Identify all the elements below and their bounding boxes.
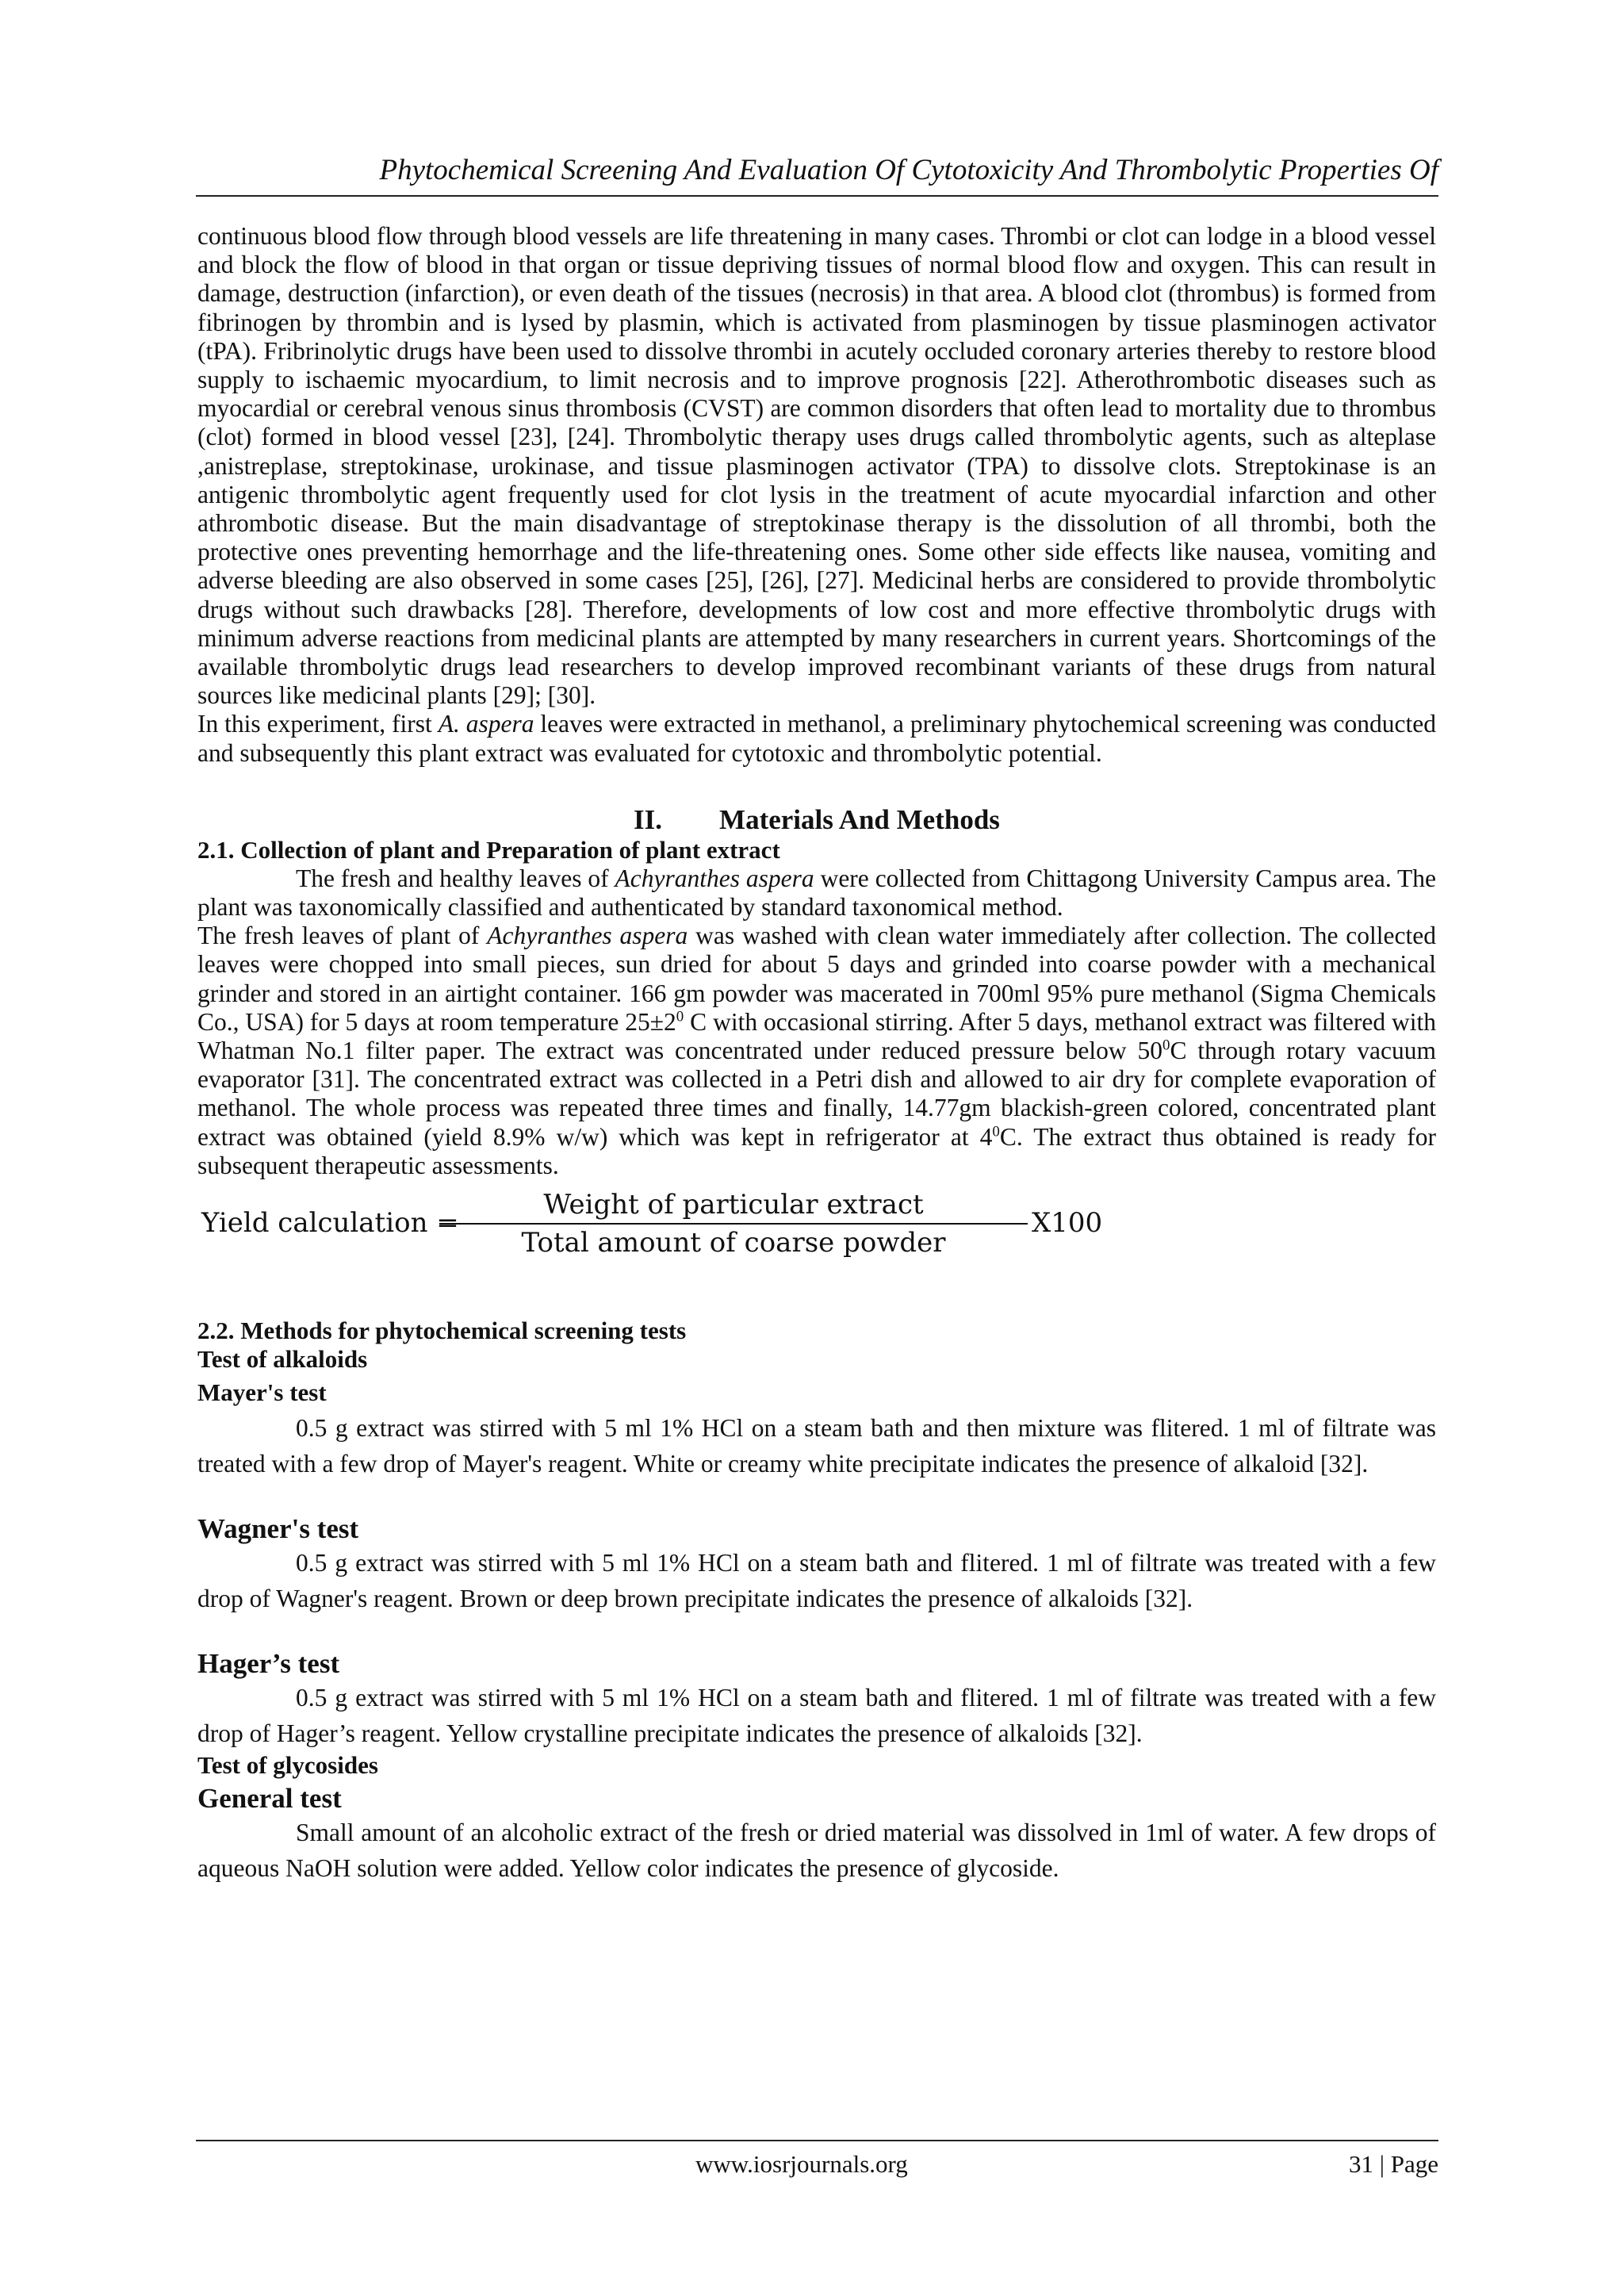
general-heading: General test [197, 1783, 342, 1815]
formula-denominator: Total amount of coarse powder [521, 1227, 946, 1259]
formula-lhs: Yield calculation = [201, 1207, 459, 1240]
methods-heading: 2.2. Methods for phytochemical screening tests [197, 1317, 687, 1345]
glycosides-heading: Test of glycosides [197, 1751, 378, 1780]
hager-text: 0.5 g extract was stirred with 5 ml 1% HCl on a steam bath and flitered. 1 ml of filtrate was treated with a few drop of Hager’s reagent. Yellow crystalline precipitate indicates the presence of alkaloids [32]. [197, 1684, 1436, 1748]
formula-numerator: Weight of particular extract [543, 1189, 924, 1221]
running-header [196, 151, 1438, 197]
yield-formula [197, 1186, 1436, 1266]
general-text: Small amount of an alcoholic extract of the fresh or dried material was dissolved in 1ml of water. A few drops of aqueous NaOH solution were added. Yellow color indicates the presence of glycoside. [197, 1819, 1436, 1883]
wagner-text: 0.5 g extract was stirred with 5 ml 1% HCl on a steam bath and flitered. 1 ml of filtrate was treated with a few drop of Wagner's reagent. Brown or deep brown precipitate indicates the presence of alkaloids [32]. [197, 1549, 1436, 1613]
section-title: Materials And Methods [719, 803, 1000, 835]
page-footer [196, 2140, 1438, 2181]
mayer-text: 0.5 g extract was stirred with 5 ml 1% HCl on a steam bath and then mixture was flitered. 1 ml of filtrate was treated with a few drop of Mayer's reagent. White or creamy white precipitate indicates the presence of alkaloid [32]. [197, 1414, 1436, 1478]
collection-paragraph-1: The fresh and healthy leaves of Achyranthes aspera were collected from Chittagong University Campus area. The plant was taxonomically classified and authenticated by standard taxonomical method. [197, 864, 1437, 922]
experiment-paragraph: In this experiment, first A. aspera leaves were extracted in methanol, a preliminary phytochemical screening was conducted and subsequently this plant extract was evaluated for cytotoxic and thrombolytic potential. [197, 710, 1436, 767]
intro-paragraph: continuous blood flow through blood vessels are life threatening in many cases. Thrombi or clot can lodge in a blood vessel and block the flow of blood in that organ or tissue depriving tissues of normal blood flow and oxygen. This can result in damage, destruction (infarction), or even death of the tissues (necrosis) in that area. A blood clot (thrombus) is formed from fibrinogen by thrombin and is lysed by plasmin, which is activated from plasminogen by tissue plasminogen activator (tPA). Fribrinolytic drugs have been used to dissolve thrombi in acutely occluded coronary arteries thereby to restore blood supply to ischaemic myocardium, to limit necrosis and to improve prognosis [22]. Atherothrombotic diseases such as myocardial or cerebral venous sinus thrombosis (CVST) are common disorders that often lead to mortality due to thrombus (clot) formed in blood vessel [23], [24]. Thrombolytic therapy uses drugs called thrombolytic agents, such as alteplase ,anistreplase, streptokinase, urokinase, and tissue plasminogen activator (TPA) to dissolve clots. Streptokinase is an antigenic thrombolytic agent frequently used for clot lysis in the treatment of acute myocardial infarction and other athrombotic disease. But the main disadvantage of streptokinase therapy is the dissolution of all thrombi, both the protective ones preventing hemorrhage and the life-threatening ones. Some other side effects like nausea, vomiting and adverse bleeding are also observed in some cases [25], [26], [27]. Medicinal herbs are considered to provide thrombolytic drugs without such drawbacks [28]. Therefore, developments of low cost and more effective thrombolytic drugs with minimum adverse reactions from medicinal plants are attempted by many researchers in current years. Shortcomings of the available thrombolytic drugs lead researchers to develop improved recombinant variants of these drugs from natural sources like medicinal plants [29]; [30]. [197, 222, 1436, 710]
alkaloids-heading: Test of alkaloids [197, 1345, 368, 1374]
collection-heading: 2.1. Collection of plant and Preparation of plant extract [197, 835, 780, 864]
running-title: Phytochemical Screening And Evaluation Of Cytotoxicity And Thrombolytic Properties Of [379, 154, 1438, 186]
formula-rhs: X100 [1032, 1207, 1103, 1240]
section-heading [197, 804, 1436, 836]
wagner-heading: Wagner's test [197, 1513, 359, 1545]
page-number: 31 | Page [1349, 2150, 1438, 2178]
formula-fraction [439, 1186, 1028, 1261]
hager-heading: Hager’s test [197, 1648, 340, 1680]
collection-paragraph-2: The fresh leaves of plant of Achyranthes aspera was washed with clean water immediately after collection. The collected leaves were chopped into small pieces, sun dried for about 5 days and grinded into coarse powder with a mechanical grinder and stored in an airtight container. 166 gm powder was macerated in 700ml 95% pure methanol (Sigma Chemicals Co., USA) for 5 days at room temperature $25\pm 2^0$ C with occasional stirring. After 5 days, methanol extract was filtered with Whatman No.1 filter paper. The extract was concentrated under reduced pressure below $50^0C$ through rotary vacuum evaporator [31]. The concentrated extract was collected in a Petri dish and allowed to air dry for complete evaporation of methanol. The whole process was repeated three times and finally, 14.77gm blackish-green colored, concentrated plant extract was obtained (yield 8.9% w/w) which was kept in refrigerator at $4^0C$. The extract thus obtained is ready for subsequent therapeutic assessments. [197, 922, 1436, 1179]
page-body [197, 222, 1436, 1886]
mayer-heading: Mayer's test [197, 1378, 327, 1407]
section-number: II. [634, 803, 663, 835]
journal-site: www.iosrjournals.org [695, 2150, 908, 2178]
